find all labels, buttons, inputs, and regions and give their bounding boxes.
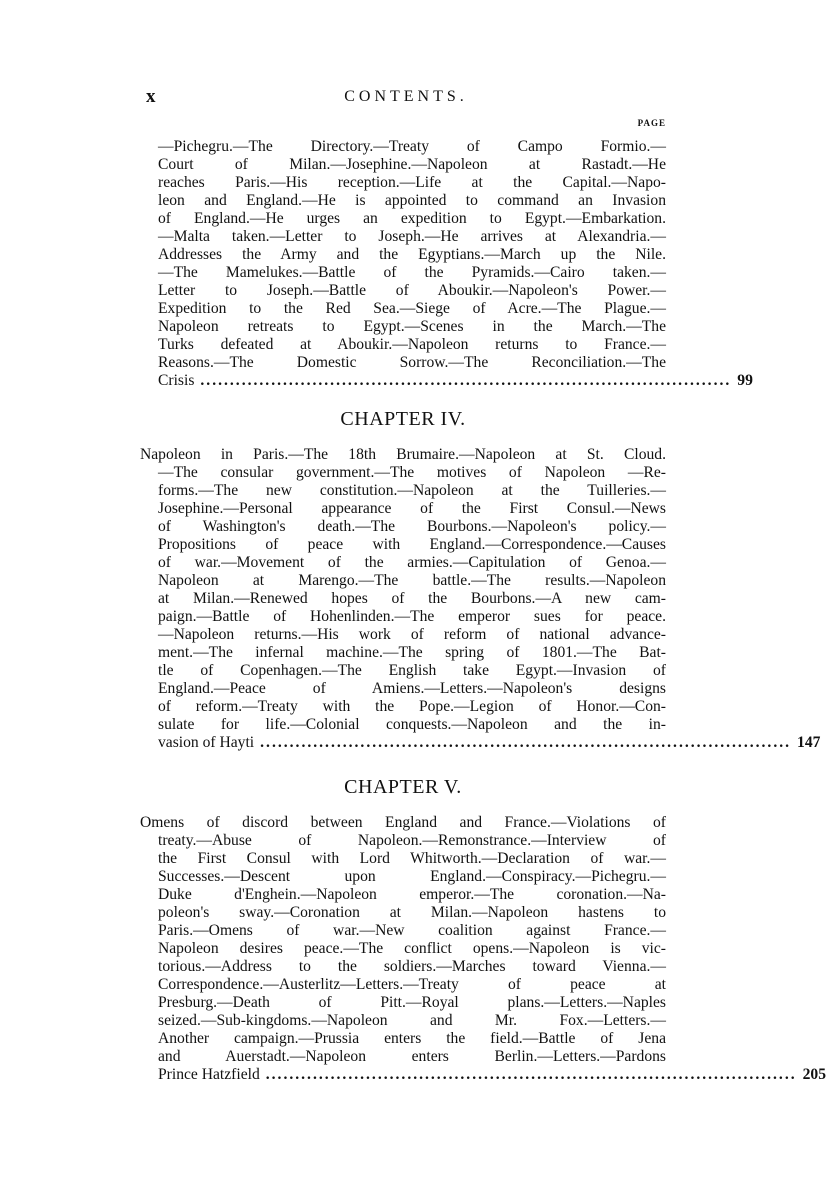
- contents-line: of war.—Movement of the armies.—Capitulation of Genoa.—: [158, 554, 666, 571]
- dot-leader: ..........................................................................................: [265, 1066, 797, 1083]
- contents-line: at Milan.—Renewed hopes of the Bourbons.—A new cam-: [158, 590, 666, 607]
- dot-leader: ..........................................................................................: [260, 734, 792, 751]
- contents-line: and Auerstadt.—Napoleon enters Berlin.—Letters.—Pardons: [158, 1048, 666, 1065]
- contents-line: reaches Paris.—His reception.—Life at the Capital.—Napo-: [158, 174, 666, 191]
- contents-line: Napoleon retreats to Egypt.—Scenes in the March.—The: [158, 318, 666, 335]
- contents-last-line: [140, 1066, 826, 1084]
- contents-line: paign.—Battle of Hohenlinden.—The emperor sues for peace.: [158, 608, 666, 625]
- page-reference: 99: [737, 372, 753, 389]
- page-reference: 205: [802, 1066, 826, 1083]
- running-head: [146, 86, 666, 110]
- contents-line: England.—Peace of Amiens.—Letters.—Napoleon's designs: [158, 680, 666, 697]
- chapter-3-contents: [140, 138, 753, 390]
- contents-line: tle of Copenhagen.—The English take Egypt.—Invasion of: [158, 662, 666, 679]
- chapter-5-contents: [140, 814, 826, 1084]
- contents-line: leon and England.—He is appointed to command an Invasion: [158, 192, 666, 209]
- contents-last-line: [140, 372, 753, 390]
- contents-last-line: [140, 734, 821, 752]
- contents-line: Another campaign.—Prussia enters the field.—Battle of Jena: [158, 1030, 666, 1047]
- contents-line: Presburg.—Death of Pitt.—Royal plans.—Letters.—Naples: [158, 994, 666, 1011]
- contents-line-text: Prince Hatzfield: [158, 1066, 260, 1083]
- contents-line-text: vasion of Hayti: [158, 734, 255, 751]
- running-title: CONTENTS.: [344, 88, 468, 105]
- contents-line: —The Mamelukes.—Battle of the Pyramids.—Cairo taken.—: [158, 264, 666, 281]
- contents-line: Napoleon desires peace.—The conflict opens.—Napoleon is vic-: [158, 940, 666, 957]
- contents-line: Successes.—Descent upon England.—Conspiracy.—Pichegru.—: [158, 868, 666, 885]
- contents-line: Correspondence.—Austerlitz—Letters.—Treaty of peace at: [158, 976, 666, 993]
- page-reference: 147: [797, 734, 821, 751]
- contents-line: Expedition to the Red Sea.—Siege of Acre.—The Plague.—: [158, 300, 666, 317]
- contents-line: Duke d'Enghein.—Napoleon emperor.—The coronation.—Na-: [158, 886, 666, 903]
- contents-line: of Washington's death.—The Bourbons.—Napoleon's policy.—: [158, 518, 666, 535]
- contents-line: Propositions of peace with England.—Correspondence.—Causes: [158, 536, 666, 553]
- contents-line: of reform.—Treaty with the Pope.—Legion of Honor.—Con-: [158, 698, 666, 715]
- contents-line: Reasons.—The Domestic Sorrow.—The Reconciliation.—The: [158, 354, 666, 371]
- contents-line: —Malta taken.—Letter to Joseph.—He arrives at Alexandria.—: [158, 228, 666, 245]
- contents-line: Napoleon in Paris.—The 18th Brumaire.—Napoleon at St. Cloud.: [140, 446, 666, 463]
- chapter-5-heading: CHAPTER V.: [344, 776, 462, 798]
- contents-line: of England.—He urges an expedition to Egypt.—Embarkation.: [158, 210, 666, 227]
- chapter-4-heading: CHAPTER IV.: [340, 408, 466, 430]
- contents-line: ment.—The infernal machine.—The spring of 1801.—The Bat-: [158, 644, 666, 661]
- contents-line: Paris.—Omens of war.—New coalition against France.—: [158, 922, 666, 939]
- contents-line: Omens of discord between England and France.—Violations of: [140, 814, 666, 831]
- contents-line: poleon's sway.—Coronation at Milan.—Napoleon hastens to: [158, 904, 666, 921]
- contents-line: Josephine.—Personal appearance of the First Consul.—News: [158, 500, 666, 517]
- contents-line: sulate for life.—Colonial conquests.—Napoleon and the in-: [158, 716, 666, 733]
- chapter-4-contents: [140, 446, 821, 752]
- dot-leader: ..........................................................................................: [200, 372, 732, 389]
- page-number: x: [146, 86, 156, 107]
- contents-line: seized.—Sub-kingdoms.—Napoleon and Mr. Fox.—Letters.—: [158, 1012, 666, 1029]
- page-column-label: PAGE: [637, 118, 666, 128]
- contents-line: Napoleon at Marengo.—The battle.—The results.—Napoleon: [158, 572, 666, 589]
- contents-line: Turks defeated at Aboukir.—Napoleon returns to France.—: [158, 336, 666, 353]
- contents-line: —Pichegru.—The Directory.—Treaty of Campo Formio.—: [158, 138, 666, 155]
- contents-line: —Napoleon returns.—His work of reform of national advance-: [158, 626, 666, 643]
- contents-line: Addresses the Army and the Egyptians.—March up the Nile.: [158, 246, 666, 263]
- contents-line: torious.—Address to the soldiers.—Marches toward Vienna.—: [158, 958, 666, 975]
- contents-line: Court of Milan.—Josephine.—Napoleon at Rastadt.—He: [158, 156, 666, 173]
- contents-line: treaty.—Abuse of Napoleon.—Remonstrance.—Interview of: [158, 832, 666, 849]
- contents-line: Letter to Joseph.—Battle of Aboukir.—Napoleon's Power.—: [158, 282, 666, 299]
- contents-line: the First Consul with Lord Whitworth.—Declaration of war.—: [158, 850, 666, 867]
- contents-line: forms.—The new constitution.—Napoleon at the Tuilleries.—: [158, 482, 666, 499]
- contents-line: —The consular government.—The motives of Napoleon —Re-: [158, 464, 666, 481]
- contents-line-text: Crisis: [158, 372, 195, 389]
